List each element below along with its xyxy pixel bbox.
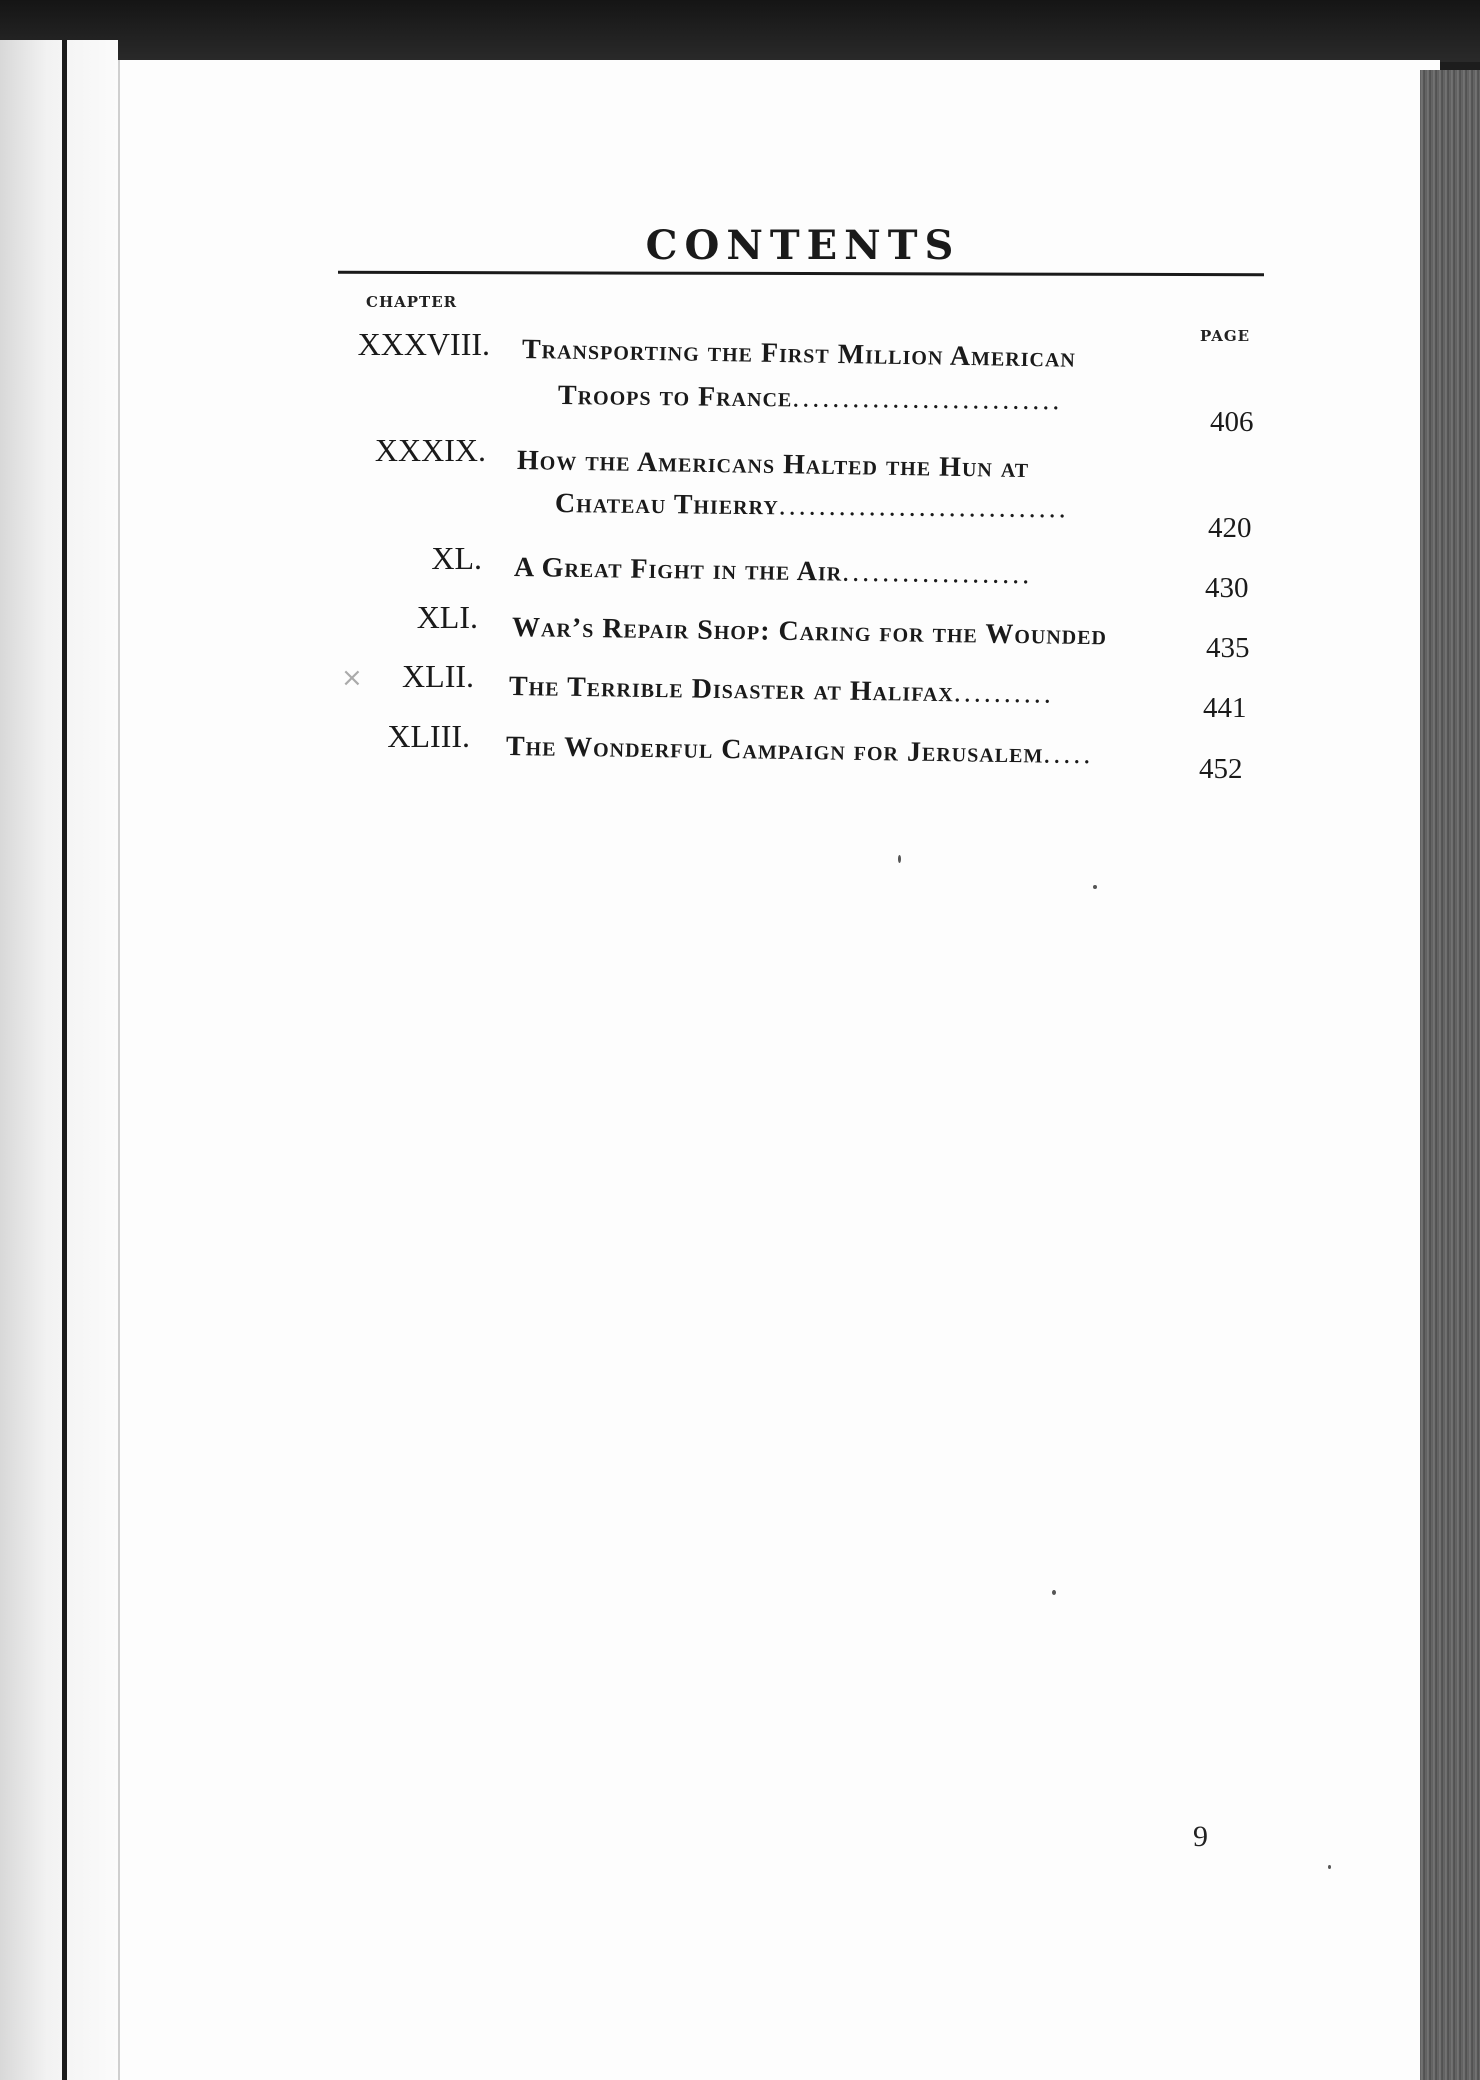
- chapter-title-line: Chateau Thierry.............................: [554, 488, 1069, 525]
- page-folio: 9: [1193, 1820, 1208, 1853]
- facing-page-edge: [0, 40, 118, 2080]
- chapter-title-line: A Great Fight in the Air...................: [513, 552, 1033, 591]
- chapter-number: XL.: [431, 540, 482, 576]
- chapter-number: XLI.: [416, 599, 478, 635]
- chapter-column-heading: CHAPTER: [366, 293, 458, 311]
- scan-background: [0, 0, 1480, 62]
- page-column-heading: PAGE: [1200, 327, 1251, 345]
- page-number: 430: [1205, 572, 1249, 604]
- page-number: 441: [1203, 692, 1247, 724]
- page-number: 452: [1199, 753, 1243, 785]
- chapter-number: XXXVIII.: [357, 326, 490, 362]
- pencil-mark: ×: [341, 663, 363, 693]
- chapter-title-line: The Terrible Disaster at Halifax..........: [508, 671, 1055, 710]
- scan-speck: [1052, 1590, 1056, 1595]
- page-title: CONTENTS: [645, 222, 961, 269]
- chapter-title-line: Troops to France...........................: [557, 380, 1063, 417]
- chapter-number: XXXIX.: [374, 432, 486, 468]
- chapter-number: XLIII.: [387, 718, 470, 754]
- scan-speck: [1328, 1865, 1331, 1869]
- page-number: 420: [1208, 512, 1252, 544]
- scan-speck: [898, 855, 901, 863]
- chapter-title-line: War’s Repair Shop: Caring for the Wounded: [511, 612, 1108, 652]
- chapter-title-line: How the Americans Halted the Hun at: [516, 445, 1030, 485]
- page-block-edge: [1420, 70, 1480, 2080]
- book-spine: [62, 40, 67, 2080]
- chapter-title-line: Transporting the First Million American: [521, 334, 1077, 374]
- scan-speck: [1093, 885, 1097, 889]
- page-number: 435: [1206, 632, 1250, 664]
- chapter-number: XLII.: [402, 658, 474, 694]
- chapter-title-line: The Wonderful Campaign for Jerusalem.....: [505, 731, 1094, 771]
- page-number: 406: [1210, 406, 1254, 438]
